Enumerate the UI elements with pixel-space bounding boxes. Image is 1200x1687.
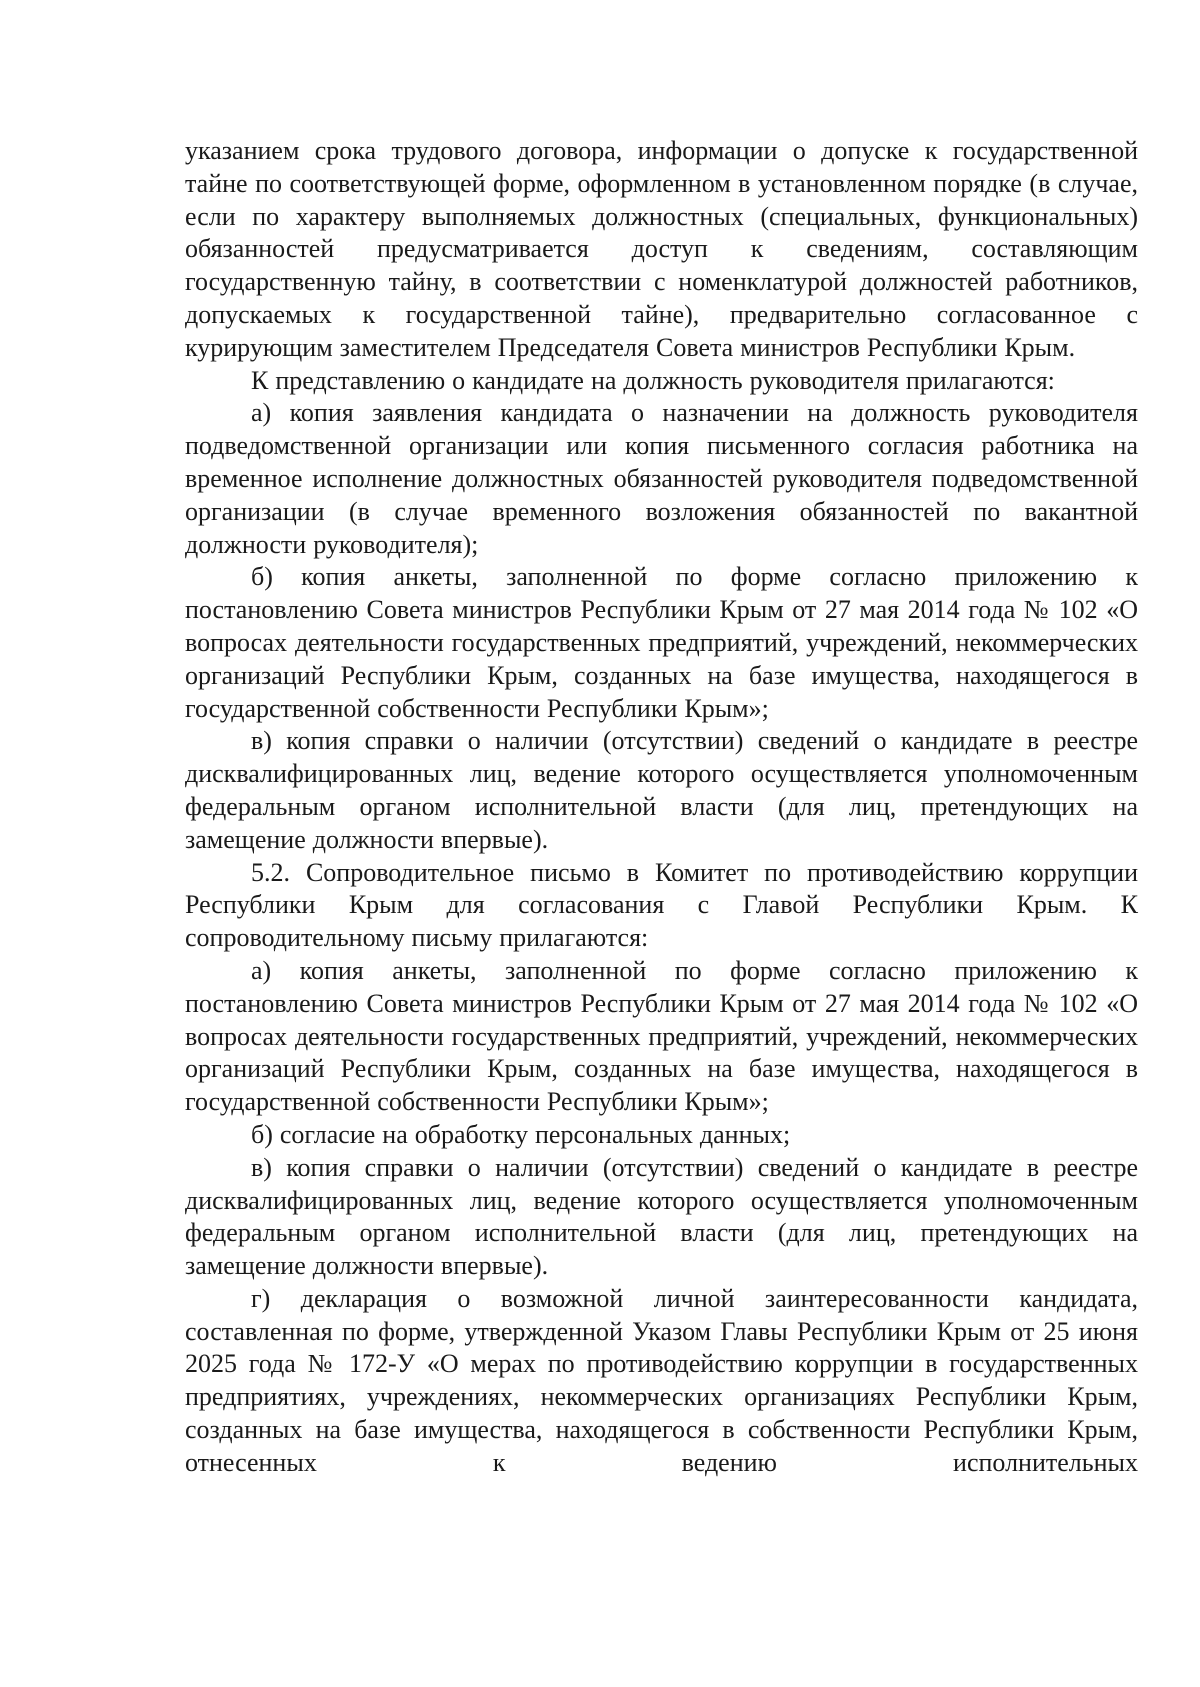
paragraph-continuation: указанием срока трудового договора, информации о допуске к государственной тайне по соответствующей форме, оформленном в установленном порядке (в случае, если по характеру выполняемых должностных (специальных, функциональных) обязанностей предусматривается доступ к сведениям, составляющим государственную тайну, в соответствии с номенклатурой должностей работников, допускаемых к государственной тайне), предварительно согласованное с курирующим заместителем Председателя Совета министров Республики Крым. — [185, 136, 1138, 362]
paragraph-item-v-registry-certificate: в) копия справки о наличии (отсутствии) сведений о кандидате в реестре дисквалифицированных лиц, ведение которого осуществляется уполномоченным федеральным органом исполнительной власти (для лиц, претендующих на замещение должности впервые). — [185, 726, 1138, 854]
paragraph-item-b-personal-data-consent: б) согласие на обработку персональных данных; — [251, 1119, 791, 1149]
paragraph-section-5-2: 5.2. Сопроводительное письмо в Комитет по противодействию коррупции Республики Крым для согласования с Главой Республики Крым. К сопроводительному письму прилагаются: — [185, 857, 1138, 953]
document-body — [185, 135, 1138, 1480]
paragraph-item-g-declaration: г) декларация о возможной личной заинтересованности кандидата, составленная по форме, утвержденной Указом Главы Республики Крым от 25 июня 2025 года № 172-У «О мерах по противодействию коррупции в государственных предприятиях, учреждениях, некоммерческих организациях Республики Крым, созданных на базе имущества, находящегося в собственности Республики Крым, отнесенных к ведению исполнительных — [185, 1283, 1138, 1477]
paragraph-item-a-application: а) копия заявления кандидата о назначении на должность руководителя подведомственной организации или копия письменного согласия работника на временное исполнение должностных обязанностей руководителя подведомственной организации (в случае временного возложения обязанностей по вакантной должности руководителя); — [185, 398, 1138, 559]
paragraph-item-v-registry-certificate-copy: в) копия справки о наличии (отсутствии) сведений о кандидате в реестре дисквалифицированных лиц, ведение которого осуществляется уполномоченным федеральным органом исполнительной власти (для лиц, претендующих на замещение должности впервые). — [185, 1152, 1138, 1281]
paragraph-attachments-intro: К представлению о кандидате на должность руководителя прилагаются: — [251, 365, 1055, 395]
paragraph-item-b-questionnaire: б) копия анкеты, заполненной по форме согласно приложению к постановлению Совета министров Республики Крым от 27 мая 2014 года № 102 «О вопросах деятельности государственных предприятий, учреждений, некоммерческих организаций Республики Крым, созданных на базе имущества, находящегося в государственной собственности Республики Крым»; — [185, 562, 1138, 723]
paragraph-item-a-questionnaire-copy: а) копия анкеты, заполненной по форме согласно приложению к постановлению Совета министров Республики Крым от 27 мая 2014 года № 102 «О вопросах деятельности государственных предприятий, учреждений, некоммерческих организаций Республики Крым, созданных на базе имущества, находящегося в государственной собственности Республики Крым»; — [185, 955, 1138, 1117]
